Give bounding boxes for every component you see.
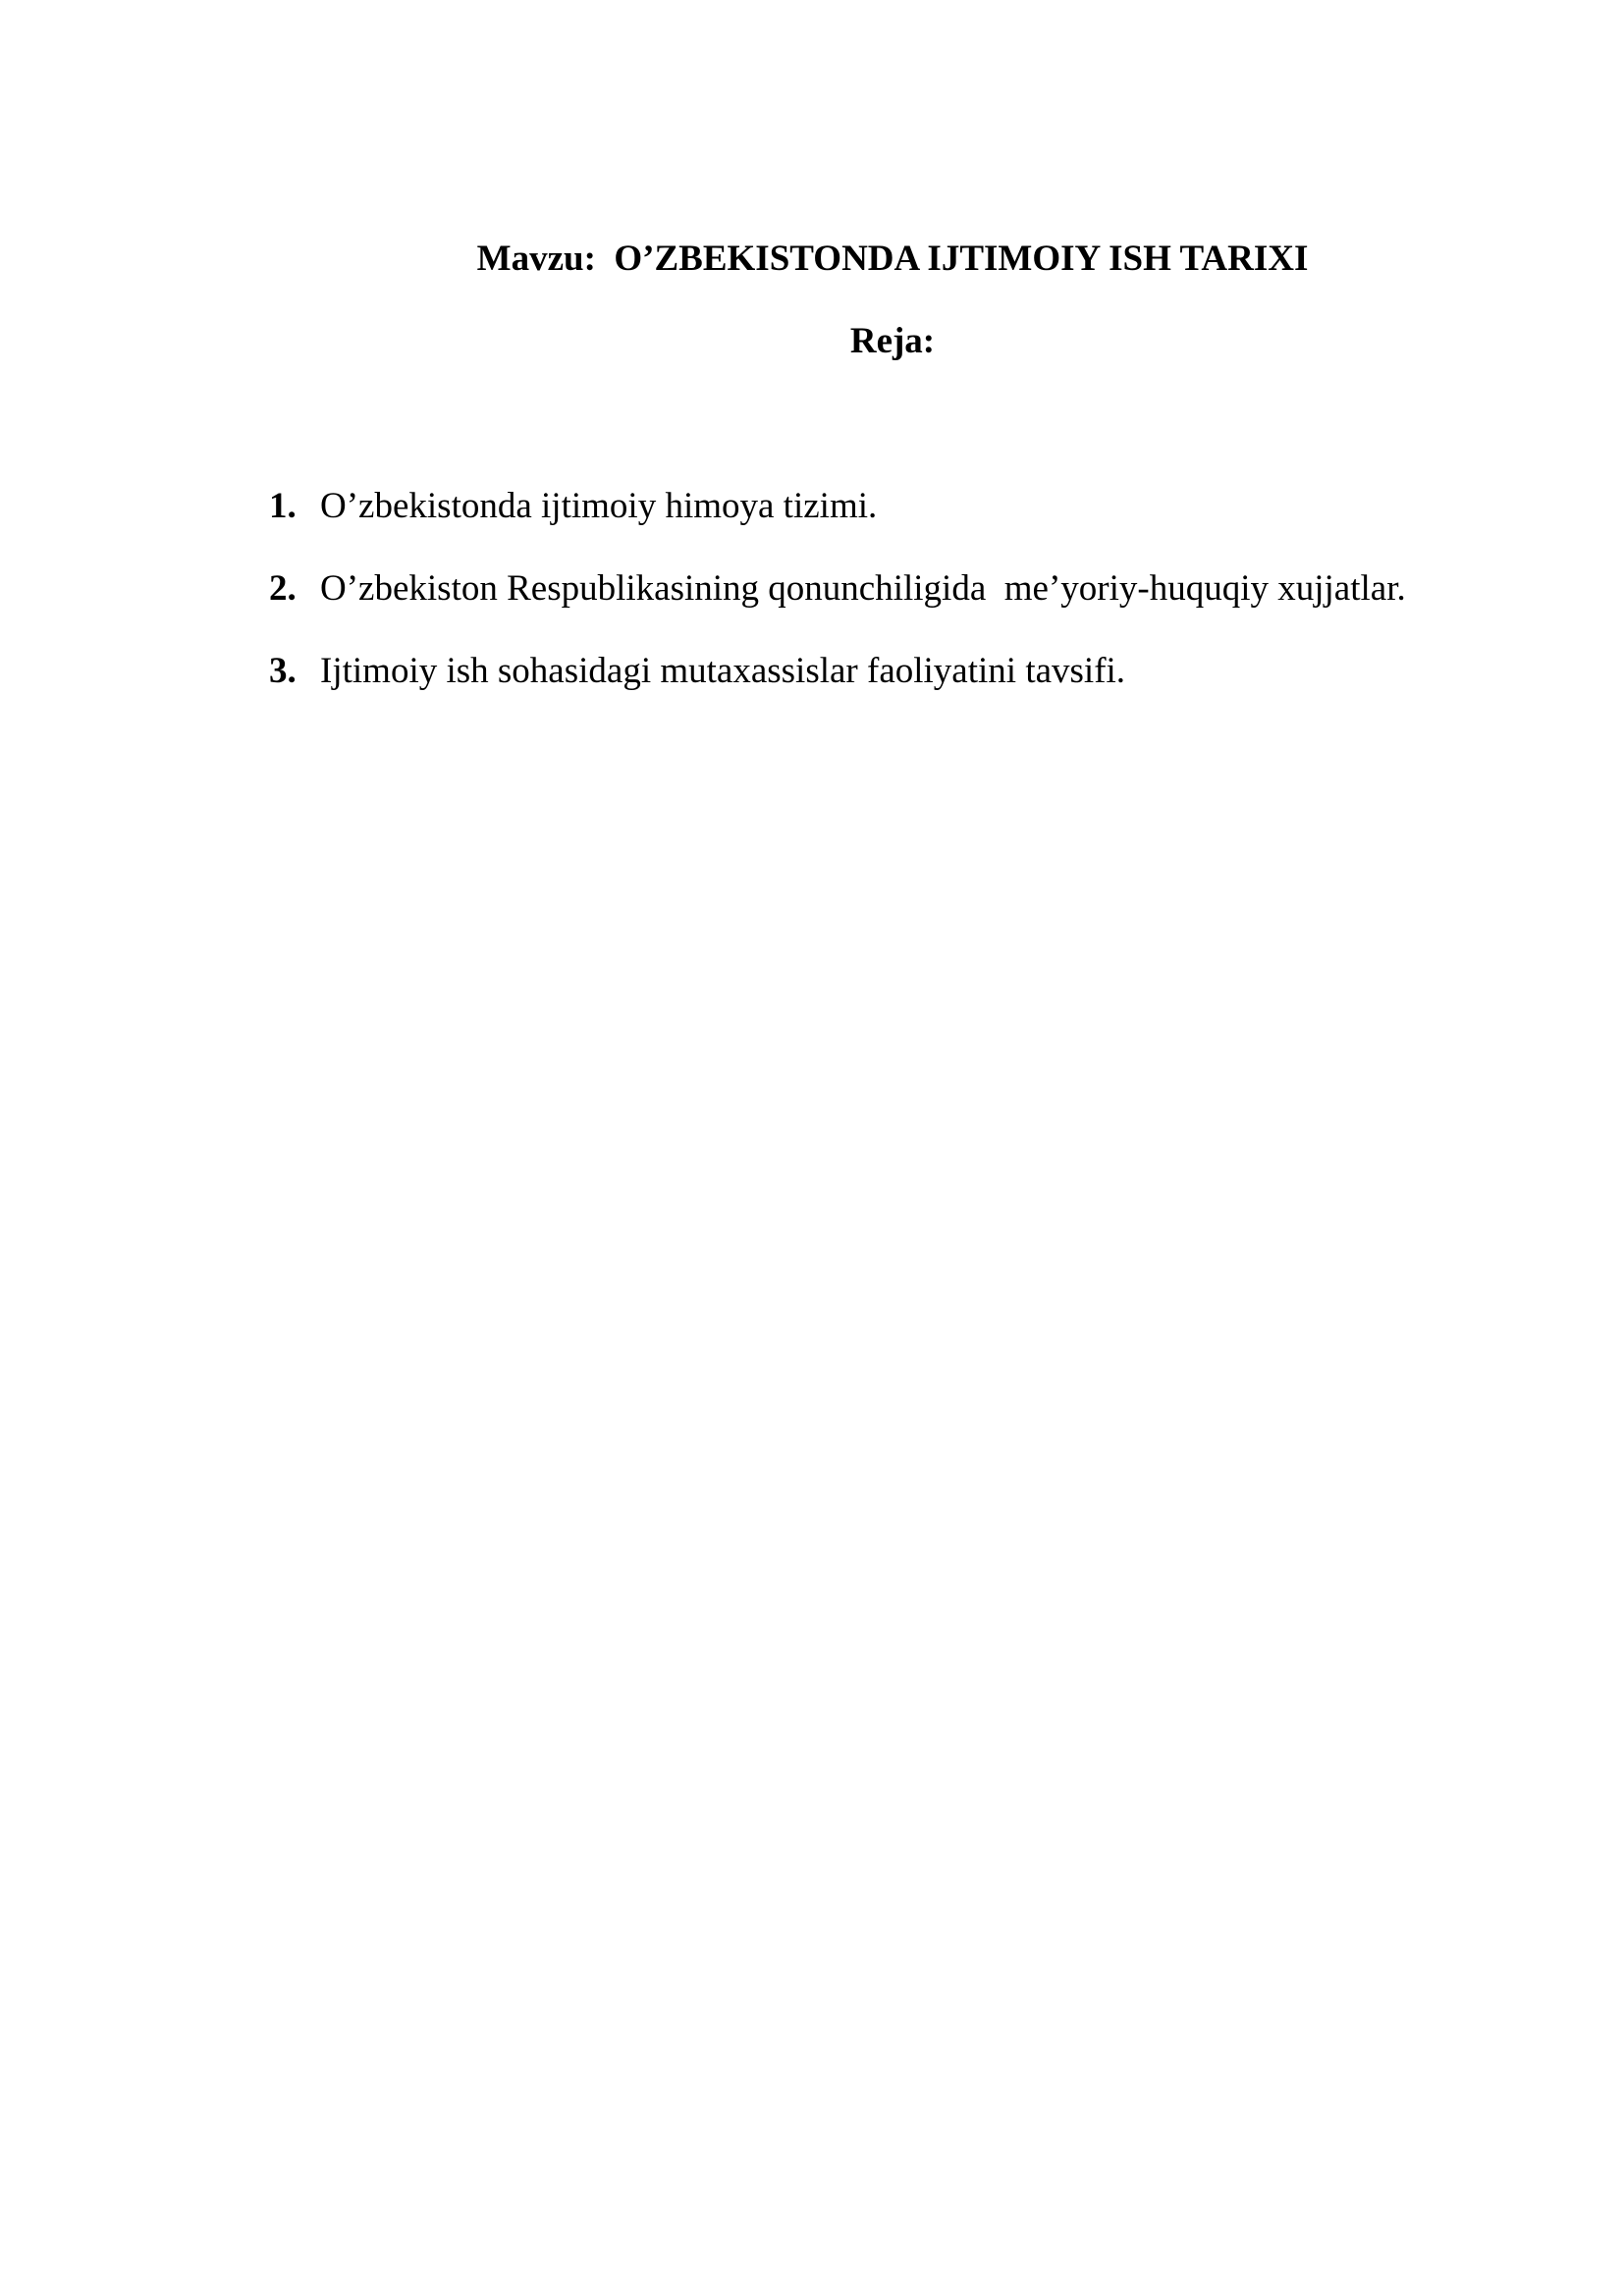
list-item — [269, 563, 1406, 646]
document-title: Mavzu: O’ZBEKISTONDA IJTIMOIY ISH TARIXI — [476, 239, 1309, 279]
list-item-text: O’zbekiston Respublikasining qonunchiligida me’yoriy-huquqiy xujjatlar. — [320, 568, 1406, 609]
plan-list — [269, 481, 1406, 728]
list-item-number: 3. — [269, 651, 297, 691]
list-item-number: 1. — [269, 486, 297, 526]
plan-heading: Reja: — [849, 321, 936, 361]
list-item — [269, 481, 1406, 563]
list-item-text: O’zbekistonda ijtimoiy himoya tizimi. — [320, 486, 878, 526]
list-item — [269, 646, 1406, 728]
list-item-number: 2. — [269, 568, 297, 609]
list-item-text: Ijtimoiy ish sohasidagi mutaxassislar faoliyatini tavsifi. — [320, 651, 1126, 691]
